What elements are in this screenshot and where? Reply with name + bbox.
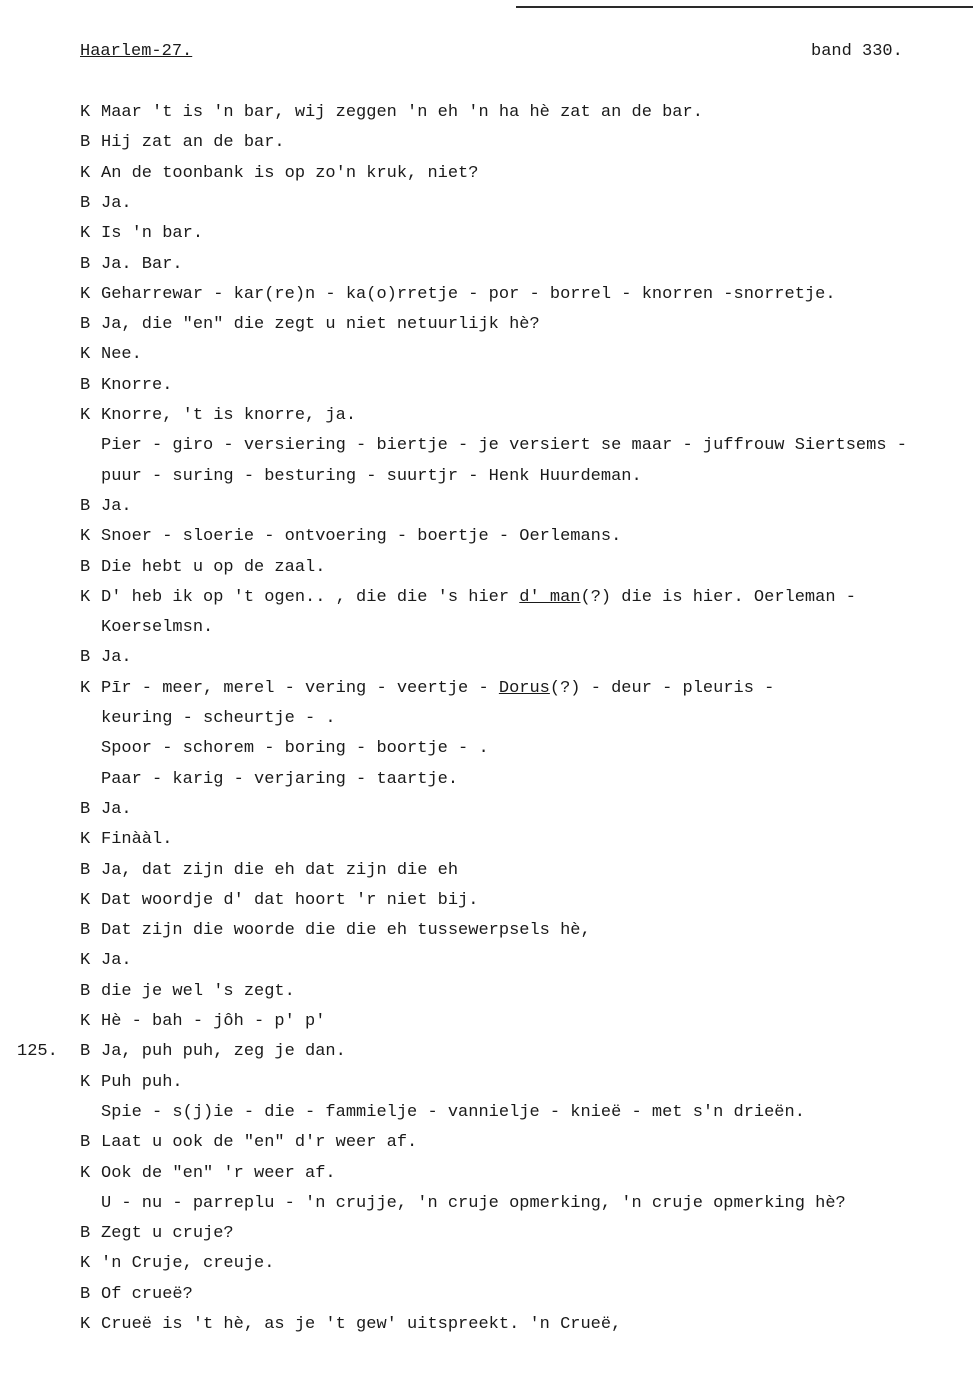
utterance-text: Die hebt u op de zaal. bbox=[101, 558, 326, 577]
speaker-label: B bbox=[80, 1285, 91, 1304]
speaker-label: B bbox=[80, 194, 91, 213]
utterance-text: Dat woordje d' dat hoort 'r niet bij. bbox=[101, 891, 479, 910]
utterance-text: Ja. bbox=[101, 951, 132, 970]
utterance-text: Spie - s(j)ie - die - fammieljе - vannieljе - knieë - met s'n drieën. bbox=[101, 1103, 805, 1122]
underlined-word: Dorus bbox=[498, 679, 550, 698]
utterance-fragment: Pīr - meer, merel - vering - veertje - bbox=[101, 679, 499, 698]
utterance-text: die je wel 's zegt. bbox=[101, 982, 295, 1001]
utterance-text: Ja, dat zijn die eh dat zijn die eh bbox=[101, 861, 459, 880]
utterance-text: Finààl. bbox=[101, 830, 173, 849]
speaker-label: B bbox=[80, 1042, 91, 1061]
utterance-text: Maar 't is 'n bar, wij zeggen 'n eh 'n ha hè zat an de bar. bbox=[101, 103, 703, 122]
speaker-label: K bbox=[80, 103, 91, 122]
utterance-text: Of crueë? bbox=[101, 1285, 193, 1304]
speaker-label: B bbox=[80, 648, 91, 667]
margin-line-number: 125. bbox=[17, 1042, 58, 1061]
speaker-label: K bbox=[80, 1073, 91, 1092]
speaker-label: B bbox=[80, 497, 91, 516]
utterance-text: Snoer - sloerie - ontvoering - boertje - Oerlemans. bbox=[101, 527, 622, 546]
utterance-text: U - nu - parreplu - 'n crujje, 'n cruje opmerking, 'n cruje opmerking hè? bbox=[101, 1194, 846, 1213]
utterance-text: Ook de "en" 'r weer af. bbox=[101, 1164, 336, 1183]
speaker-label: K bbox=[80, 588, 91, 607]
utterance-text: Ja. Bar. bbox=[101, 255, 183, 274]
utterance-text: Crueë is 't hè, as je 't gew' uitspreekt. 'n Crueë, bbox=[101, 1315, 622, 1334]
speaker-label: K bbox=[80, 164, 91, 183]
utterance-text: keuring - scheurtje - . bbox=[101, 709, 336, 728]
top-rule bbox=[516, 6, 973, 8]
speaker-label: K bbox=[80, 951, 91, 970]
utterance-text: Ja. bbox=[101, 800, 132, 819]
utterance-text: Ja. bbox=[101, 497, 132, 516]
utterance-text: Ja, puh puh, zeg je dan. bbox=[101, 1042, 346, 1061]
utterance-text: Knorre, 't is knorre, ja. bbox=[101, 406, 357, 425]
utterance-text: Koerselmsn. bbox=[101, 618, 214, 637]
utterance-text: Is 'n bar. bbox=[101, 224, 204, 243]
utterance-fragment: D' heb ik op 't ogen.. , die die 's hier bbox=[101, 588, 520, 607]
utterance-text: Paar - karig - verjaring - taartje. bbox=[101, 770, 459, 789]
speaker-label: B bbox=[80, 315, 91, 334]
document-header-location: Haarlem-27. bbox=[80, 42, 193, 61]
utterance-text: Zegt u cruje? bbox=[101, 1224, 234, 1243]
utterance-text: Hè - bah - jôh - p' p' bbox=[101, 1012, 326, 1031]
utterance-text: An de toonbank is op zo'n kruk, niet? bbox=[101, 164, 479, 183]
speaker-label: K bbox=[80, 406, 91, 425]
utterance-text: Knorre. bbox=[101, 376, 173, 395]
speaker-label: B bbox=[80, 921, 91, 940]
speaker-label: K bbox=[80, 527, 91, 546]
utterance-text bbox=[101, 677, 774, 701]
speaker-label: K bbox=[80, 285, 91, 304]
speaker-label: K bbox=[80, 1254, 91, 1273]
speaker-label: B bbox=[80, 255, 91, 274]
utterance-text: Hij zat an de bar. bbox=[101, 133, 285, 152]
utterance-text: Ja. bbox=[101, 648, 132, 667]
utterance-text: Pier - giro - versiering - biertje - je versiert se maar - juffrouw Siertsems - bbox=[101, 436, 907, 455]
speaker-label: K bbox=[80, 345, 91, 364]
speaker-label: K bbox=[80, 1012, 91, 1031]
utterance-fragment: (?) die is hier. Oerleman - bbox=[580, 588, 856, 607]
speaker-label: K bbox=[80, 891, 91, 910]
utterance-text: Spoor - schorem - boring - boortje - . bbox=[101, 739, 489, 758]
utterance-text bbox=[101, 586, 856, 610]
speaker-label: B bbox=[80, 1224, 91, 1243]
speaker-label: B bbox=[80, 558, 91, 577]
utterance-text: Geharrewar - kar(re)n - ka(o)rretje - por - borrel - knorren -snorretje. bbox=[101, 285, 836, 304]
utterance-text: Nee. bbox=[101, 345, 142, 364]
speaker-label: B bbox=[80, 376, 91, 395]
speaker-label: B bbox=[80, 800, 91, 819]
speaker-label: K bbox=[80, 679, 91, 698]
utterance-text: Laat u ook de "en" d'r weer af. bbox=[101, 1133, 418, 1152]
utterance-text: Dat zijn die woorde die die eh tussewerpsels hè, bbox=[101, 921, 591, 940]
utterance-text: puur - suring - besturing - suurtjr - Henk Huurdeman. bbox=[101, 467, 642, 486]
utterance-fragment: (?) - deur - pleuris - bbox=[549, 679, 775, 698]
speaker-label: B bbox=[80, 861, 91, 880]
speaker-label: B bbox=[80, 133, 91, 152]
speaker-label: K bbox=[80, 1315, 91, 1334]
speaker-label: B bbox=[80, 1133, 91, 1152]
document-header-tape: band 330. bbox=[811, 42, 903, 61]
speaker-label: K bbox=[80, 1164, 91, 1183]
utterance-text: Ja, die "en" die zegt u niet netuurlijk hè? bbox=[101, 315, 540, 334]
speaker-label: K bbox=[80, 830, 91, 849]
underlined-word: d' man bbox=[519, 588, 581, 607]
speaker-label: B bbox=[80, 982, 91, 1001]
utterance-text: Puh puh. bbox=[101, 1073, 183, 1092]
utterance-text: Ja. bbox=[101, 194, 132, 213]
utterance-text: 'n Cruje, creuje. bbox=[101, 1254, 275, 1273]
speaker-label: K bbox=[80, 224, 91, 243]
